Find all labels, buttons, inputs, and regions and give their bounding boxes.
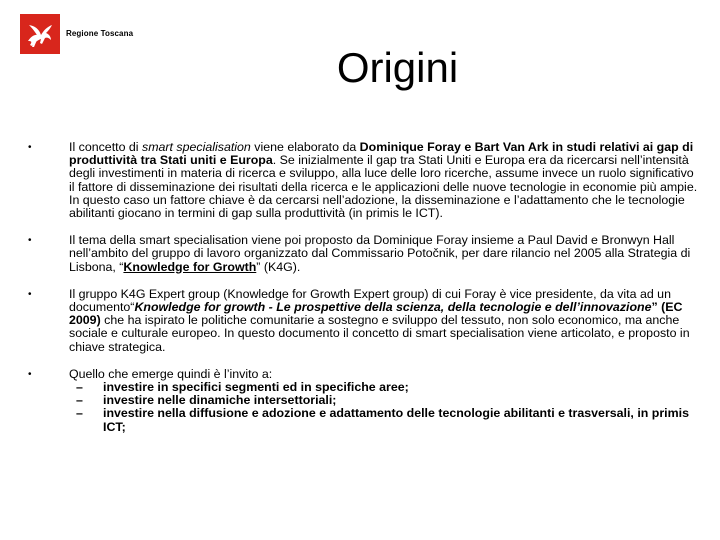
sub-list-item-text: investire in specifici segmenti ed in specifiche aree; xyxy=(103,380,409,395)
knowledge-for-growth-link: Knowledge for Growth xyxy=(123,259,257,274)
bullet-text: Il concetto di xyxy=(69,140,143,154)
bullet-text: che ha ispirato le politiche comunitarie a sostegno e sviluppo del tessuto, non solo economico, ma anche sociale e culturale europeo. In questo documento il concetto di smart specialisation viene articolato, e proposto in chiave strategica. xyxy=(69,313,690,354)
bullet-italic-term: smart specialisation xyxy=(142,140,251,154)
bullet-bold-italic-title: Knowledge for growth - Le prospettive della scienza, della tecnologie e dell’innovazione xyxy=(134,300,652,315)
bullet-text: Il tema della smart specialisation viene poi proposto da Dominique Foray insieme a Paul David e Bronwyn Hall nell’ambito del gruppo di lavoro organizzato dal Commissario Potočnik, per dare rilancio nel 2005 alla Strategia di Lisbona, “ xyxy=(69,233,691,274)
bullet-text: viene elaborato da xyxy=(250,140,360,154)
sub-list-item: – investire nelle dinamiche intersettoriali; xyxy=(76,393,337,408)
bullet-dot: • xyxy=(28,235,32,247)
sub-list-item-text: investire nelle dinamiche intersettoriali; xyxy=(103,393,337,408)
bullet-dot: • xyxy=(28,142,32,153)
bullet-k4g xyxy=(28,234,700,274)
bullet-text: Quello che emerge quindi è l’invito a: xyxy=(69,366,273,381)
bullet-expert-group xyxy=(28,288,700,354)
org-name: Regione Toscana xyxy=(66,29,134,38)
bullet-dot: • xyxy=(28,368,32,380)
sub-list-item: – investire in specifici segmenti ed in specifiche aree; xyxy=(76,380,409,395)
bullet-list xyxy=(28,141,700,448)
page-title-text: Origini xyxy=(336,44,459,91)
sub-list-item: – investire nella diffusione e adozione e adattamento delle tecnologie abilitanti e trasversali, in primis ICT; xyxy=(76,406,689,434)
bullet-text: Il gruppo K4G Expert group (Knowledge for Growth Expert group) di cui Foray è vice presidente, da vita ad un documento“ xyxy=(69,286,671,315)
bullet-bold-text: Dominique Foray e Bart Van Ark in studi relativi ai gap di produttività tra Stati uniti e Europa xyxy=(69,140,694,168)
sub-list-item-text: investire nella diffusione e adozione e adattamento delle tecnologie abilitanti e trasversali, in primis ICT; xyxy=(103,406,689,434)
bullet-origin-concept xyxy=(28,141,700,220)
page-title xyxy=(0,44,720,92)
bullet-conclusion xyxy=(28,368,700,434)
bullet-bold-text: ” (EC 2009) xyxy=(69,300,683,328)
bullet-dot: • xyxy=(28,288,32,300)
bullet-text: . Se inizialmente il gap tra Stati Uniti e Europa era da ricercarsi nell’intensità degli investimenti in materia di ricerca e sviluppo, alla luce delle loro ricerche, assume invece un ruolo significativo il fattore di disseminazione dei risultati della ricerca e le applicazioni delle nuove tecnologie in economie più ampie. In questo caso un fattore chiave è da cercarsi nell’adozione, la disseminazione e l’adattamento che le tecnologie abilitanti giocano in termini di gap sulla produttività (in primis le ICT). xyxy=(69,153,698,221)
sub-list xyxy=(69,381,700,434)
bullet-text: ” (K4G). xyxy=(256,259,301,274)
